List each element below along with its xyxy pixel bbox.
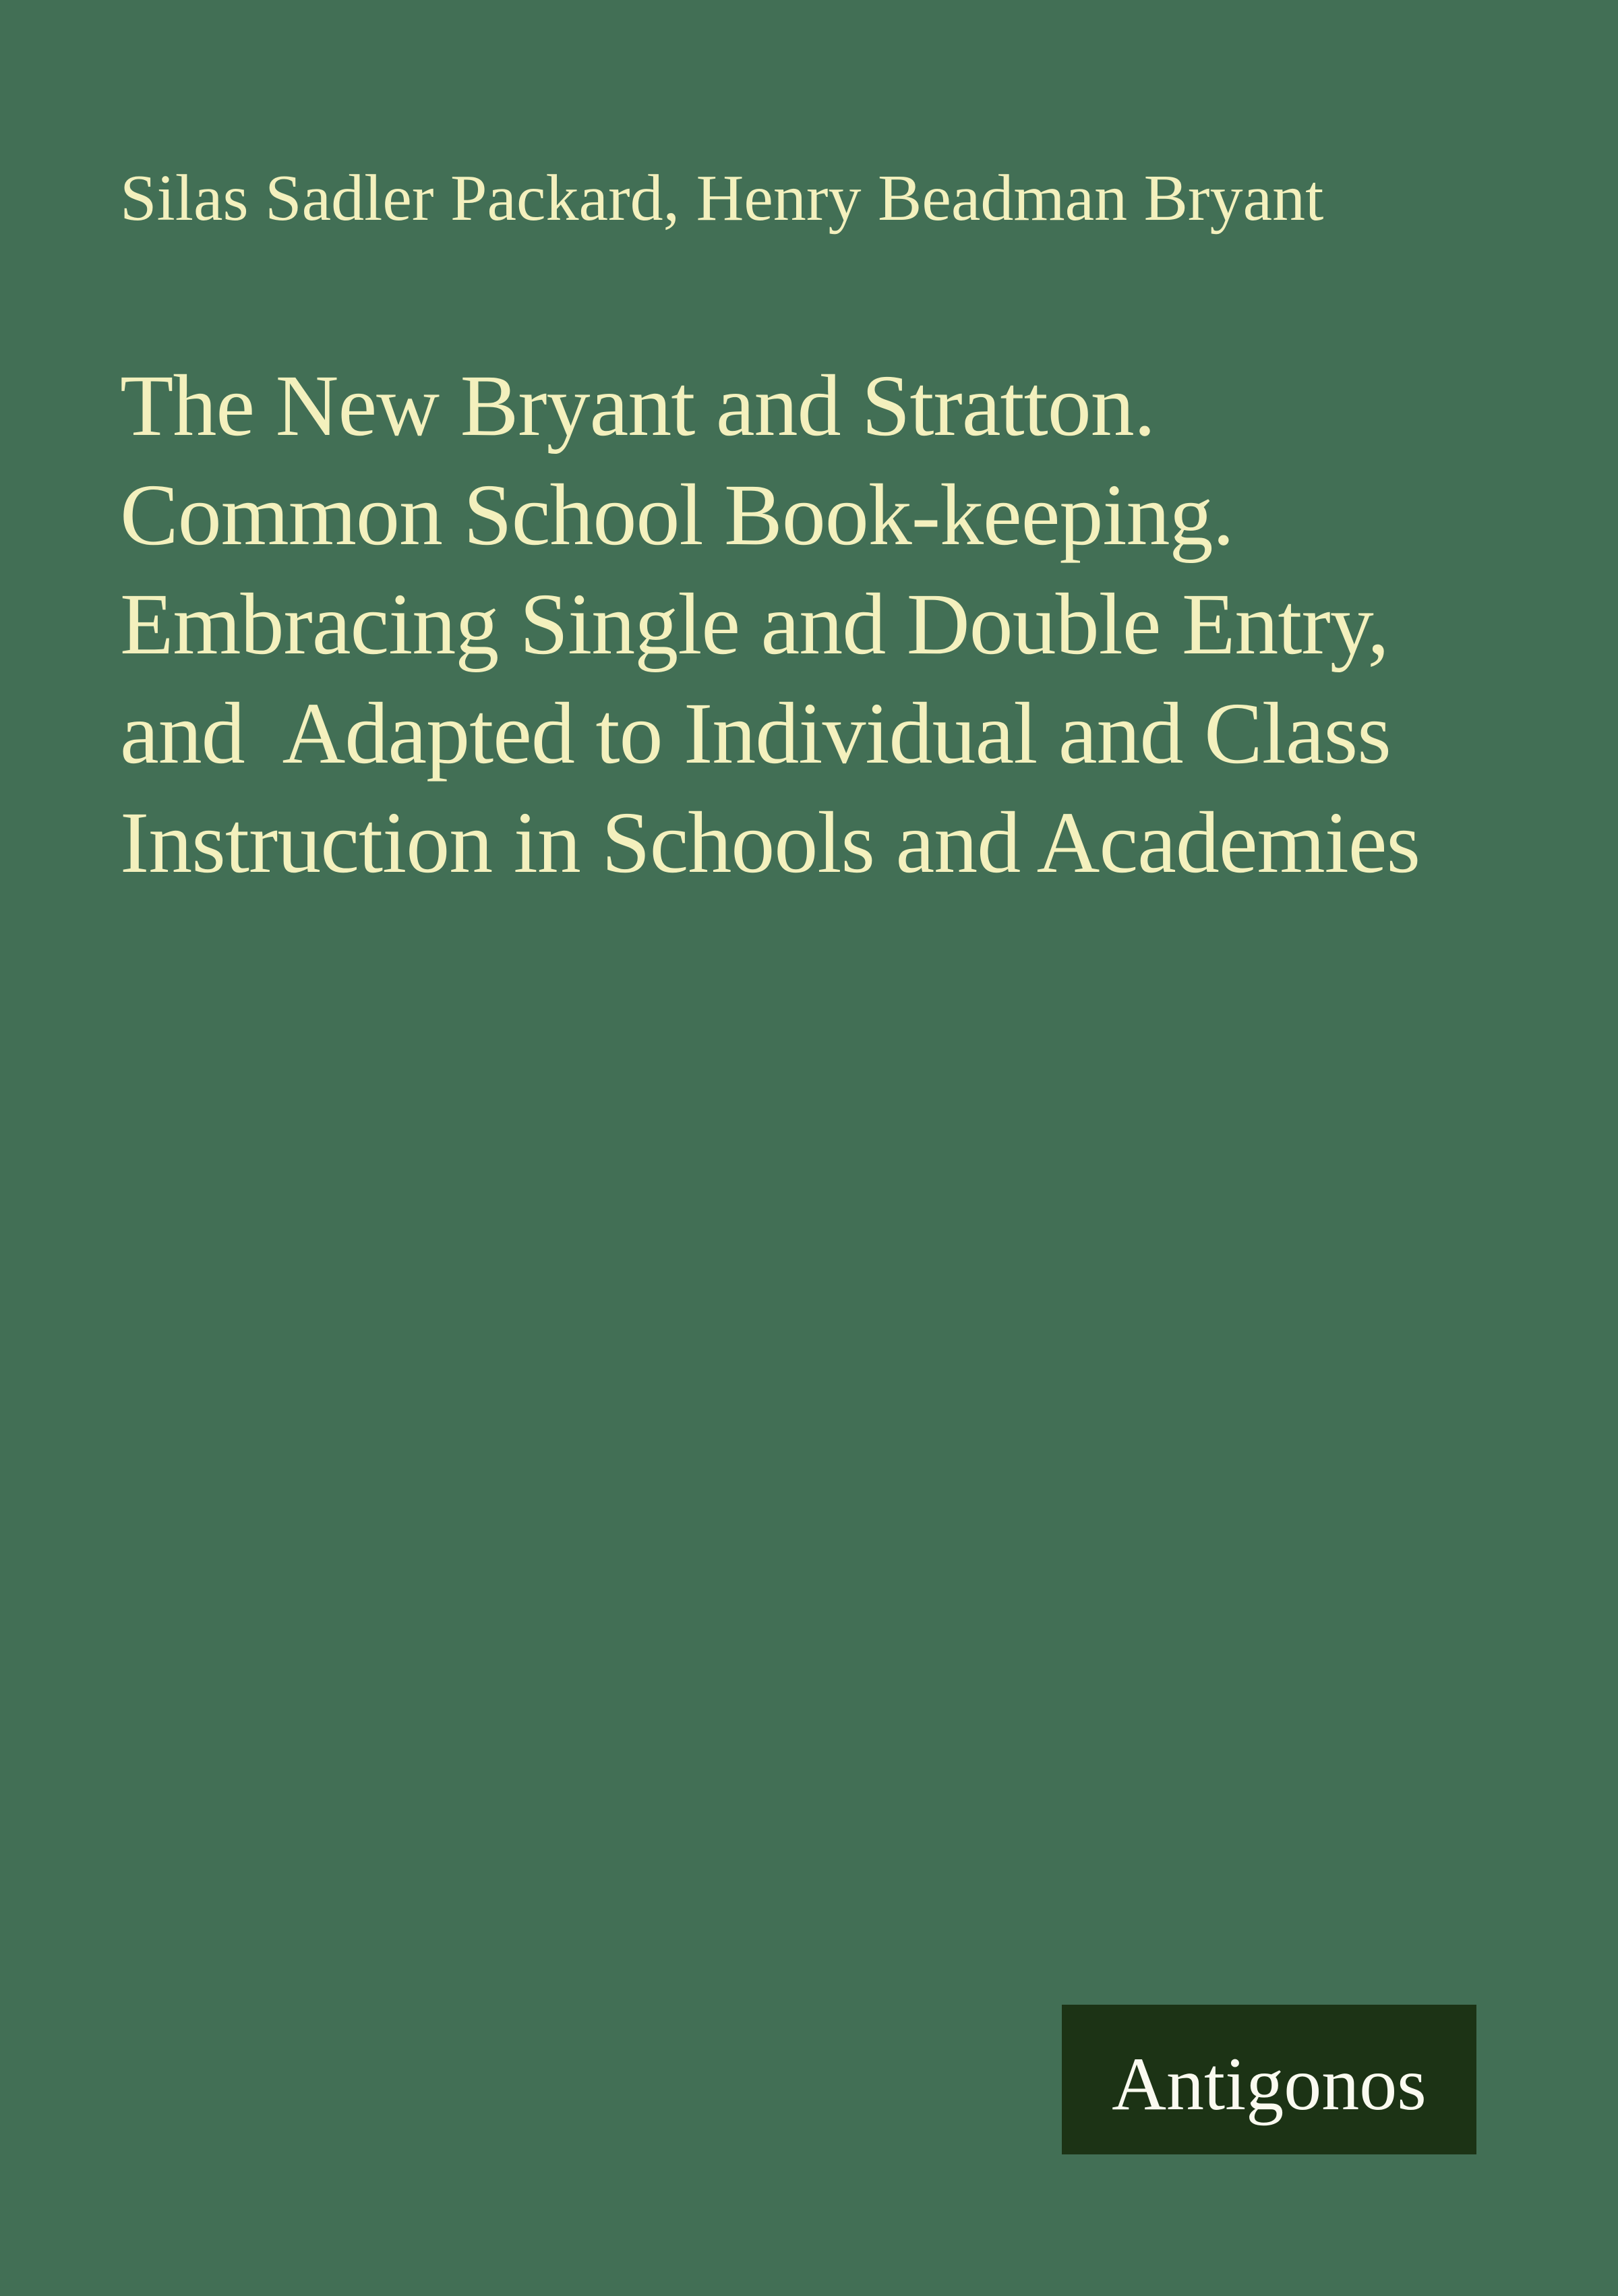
book-title — [120, 351, 1569, 897]
title-line-4: and Adapted to Individual and Class — [120, 685, 1391, 782]
publisher-box — [1062, 2005, 1476, 2154]
title-line-2: Common School Book-keeping. — [120, 467, 1234, 564]
title-line-3: Embracing Single and Double Entry, — [120, 576, 1389, 673]
publisher-name: Antigonos — [1112, 2042, 1427, 2126]
author-line: Silas Sadler Packard, Henry Beadman Bryant — [120, 162, 1324, 235]
title-line-1: The New Bryant and Stratton. — [120, 357, 1156, 454]
title-line-5: Instruction in Schools and Academies — [120, 794, 1420, 891]
